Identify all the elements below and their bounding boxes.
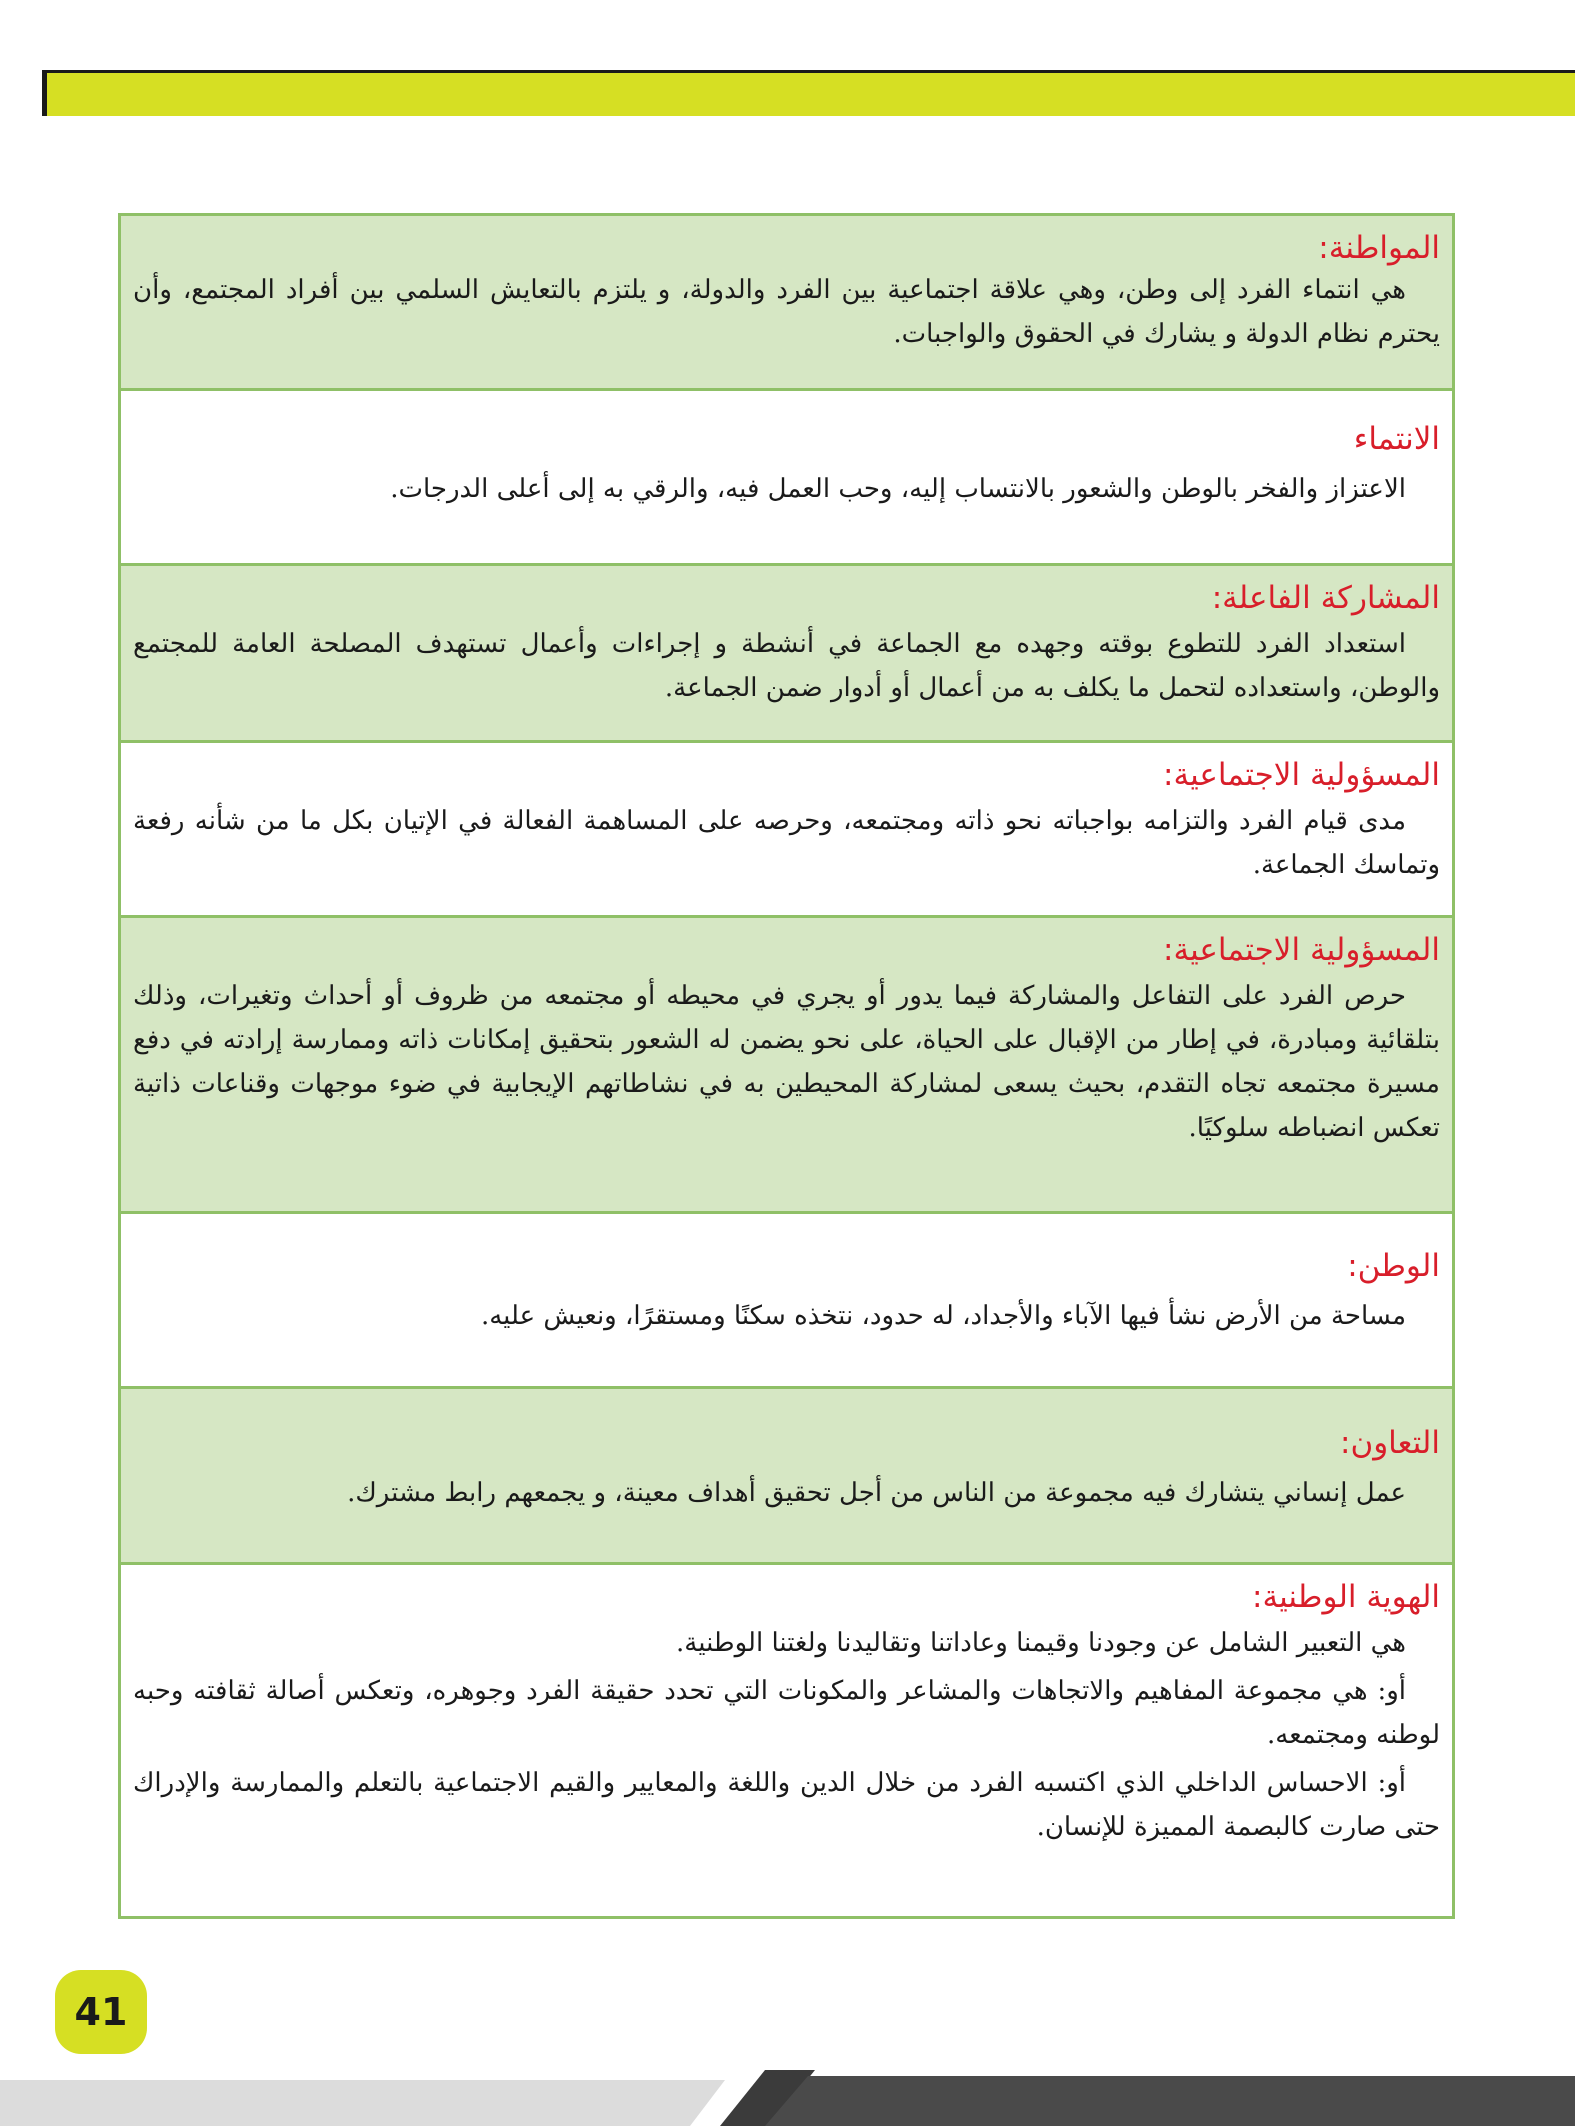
- entry-definition: عمل إنساني يتشارك فيه مجموعة من الناس من أجل تحقيق أهداف معينة، و يجمعهم رابط مشترك.: [347, 1478, 1406, 1508]
- entry-definition: الاعتزاز والفخر بالوطن والشعور بالانتساب إليه، وحب العمل فيه، والرقي به إلى أعلى الدرجات.: [390, 474, 1406, 504]
- entry-definition: حرص الفرد على التفاعل والمشاركة فيما يدور أو يجري في محيطه أو مجتمعه من ظروف أو أحداث وتغيرات، وذلك بتلقائية ومبادرة، في إطار من الإقبال على الحياة، على نحو يضمن له الشعور بتحقيق إمكانات ذاته وممارسة إرادته في دفع مسيرة مجتمعه تجاه التقدم، بحيث يسعى لمشاركة المحيطين به في نشاطاتهم الإيجابية في ضوء موجهات وقناعات ذاتية تعكس انضباطه سلوكيًا.: [133, 981, 1440, 1143]
- entry-term: الهوية الوطنية:: [1252, 1579, 1440, 1615]
- entry-definition: مدى قيام الفرد والتزامه بواجباته نحو ذاته ومجتمعه، وحرصه على المساهمة الفعالة في الإتيان بكل ما من شأنه رفعة وتماسك الجماعة.: [133, 806, 1440, 880]
- entry-term: الانتماء: [1353, 421, 1440, 457]
- entry-homeland: [121, 1214, 1452, 1389]
- footer-decoration: [0, 2066, 1575, 2126]
- entry-active-participation: [121, 566, 1452, 743]
- entry-citizenship: [121, 216, 1452, 391]
- entry-social-responsibility-1: [121, 743, 1452, 918]
- entry-cooperation: [121, 1389, 1452, 1565]
- entry-national-identity: [121, 1565, 1452, 1916]
- entry-term: التعاون:: [1340, 1425, 1440, 1461]
- entry-definition: أو: هي مجموعة المفاهيم والاتجاهات والمشاعر والمكونات التي تحدد حقيقة الفرد وجوهره، وتعكس أصالة ثقافته وحبه لوطنه ومجتمعه.: [133, 1676, 1440, 1750]
- entry-definition: أو: الاحساس الداخلي الذي اكتسبه الفرد من خلال الدين واللغة والمعايير والقيم الاجتماعية بالتعلم والممارسة والإدراك حتى صارت كالبصمة المميزة للإنسان.: [133, 1768, 1440, 1842]
- entry-term: المسؤولية الاجتماعية:: [1163, 932, 1440, 968]
- page-number-badge: 41: [55, 1970, 147, 2054]
- header-accent-band: [42, 70, 1575, 116]
- entry-term: المسؤولية الاجتماعية:: [1163, 757, 1440, 793]
- entry-definition: استعداد الفرد للتطوع بوقته وجهده مع الجماعة في أنشطة و إجراءات وأعمال تستهدف المصلحة العامة للمجتمع والوطن، واستعداده لتحمل ما يكلف به من أعمال أو أدوار ضمن الجماعة.: [133, 629, 1440, 703]
- entry-belonging: [121, 391, 1452, 566]
- glossary-table: [118, 213, 1455, 1919]
- entry-definition: هي التعبير الشامل عن وجودنا وقيمنا وعاداتنا وتقاليدنا ولغتنا الوطنية.: [676, 1628, 1406, 1658]
- entry-term: المواطنة:: [1318, 230, 1440, 266]
- entry-term: المشاركة الفاعلة:: [1211, 580, 1440, 616]
- entry-social-responsibility-2: [121, 918, 1452, 1214]
- entry-definition: مساحة من الأرض نشأ فيها الآباء والأجداد، له حدود، نتخذه سكنًا ومستقرًا، ونعيش عليه.: [480, 1301, 1406, 1331]
- entry-definition: هي انتماء الفرد إلى وطن، وهي علاقة اجتماعية بين الفرد والدولة، و يلتزم بالتعايش السلمي بين أفراد المجتمع، وأن يحترم نظام الدولة و يشارك في الحقوق والواجبات.: [133, 275, 1440, 349]
- entry-term: الوطن:: [1347, 1248, 1440, 1284]
